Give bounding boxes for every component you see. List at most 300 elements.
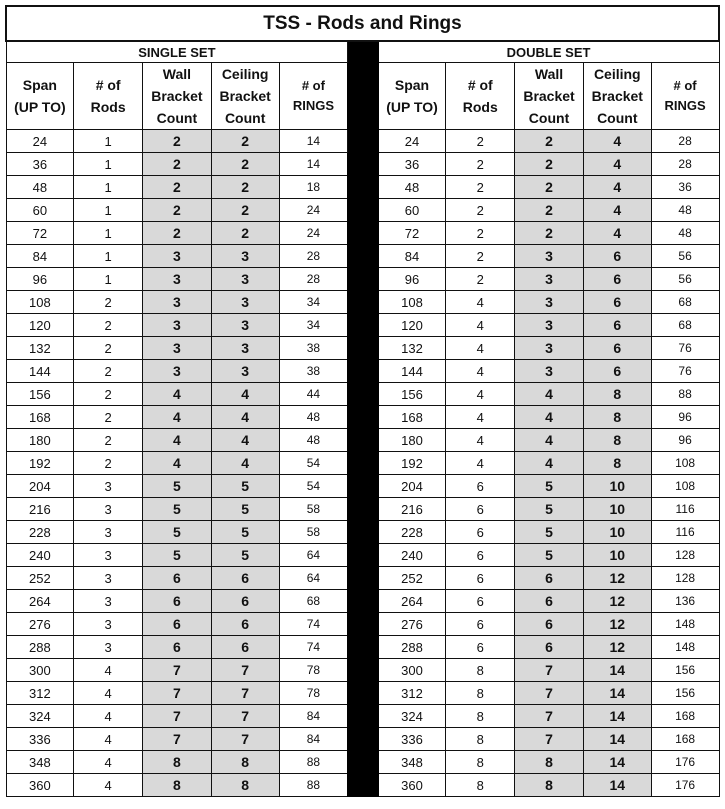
double-rings-cell: 68 — [651, 291, 719, 314]
single-wall-bracket-cell: 3 — [143, 291, 212, 314]
double-wall-bracket-cell: 3 — [515, 337, 584, 360]
single-span-cell: 72 — [6, 222, 74, 245]
double-rings-cell: 68 — [651, 314, 719, 337]
single-ceiling-bracket-cell: 3 — [211, 268, 279, 291]
single-ceiling-bracket-cell: 4 — [211, 406, 279, 429]
double-span-cell: 84 — [378, 245, 446, 268]
single-span-cell: 204 — [6, 475, 74, 498]
single-rods-cell: 3 — [74, 567, 143, 590]
double-rods-cell: 6 — [446, 475, 515, 498]
single-wall-bracket-cell: 2 — [143, 130, 212, 153]
single-span-cell: 180 — [6, 429, 74, 452]
double-span-cell: 96 — [378, 268, 446, 291]
single-ceiling-bracket-cell: 2 — [211, 153, 279, 176]
single-rings-cell: 14 — [279, 153, 348, 176]
double-span-cell: 72 — [378, 222, 446, 245]
double-wall-bracket-header: Wall Bracket Count — [515, 63, 584, 130]
double-span-cell: 360 — [378, 774, 446, 797]
single-rings-cell: 84 — [279, 705, 348, 728]
double-span-cell: 108 — [378, 291, 446, 314]
double-rods-cell: 4 — [446, 406, 515, 429]
double-rods-cell: 6 — [446, 544, 515, 567]
single-rings-cell: 48 — [279, 429, 348, 452]
double-wall-bracket-cell: 6 — [515, 613, 584, 636]
double-wall-bracket-cell: 2 — [515, 153, 584, 176]
double-ceiling-bracket-cell: 6 — [583, 245, 651, 268]
double-ceiling-bracket-cell: 12 — [583, 590, 651, 613]
double-wall-bracket-cell: 4 — [515, 452, 584, 475]
double-rings-header: # of RINGS — [651, 63, 719, 130]
double-wall-bracket-cell: 4 — [515, 406, 584, 429]
double-rings-cell: 108 — [651, 452, 719, 475]
double-rods-cell: 6 — [446, 567, 515, 590]
single-span-cell: 228 — [6, 521, 74, 544]
double-ceiling-bracket-cell: 6 — [583, 291, 651, 314]
double-wall-bracket-cell: 7 — [515, 682, 584, 705]
double-rings-cell: 156 — [651, 682, 719, 705]
single-rings-cell: 84 — [279, 728, 348, 751]
double-span-cell: 252 — [378, 567, 446, 590]
double-ceiling-bracket-cell: 10 — [583, 521, 651, 544]
double-wall-bracket-cell: 7 — [515, 728, 584, 751]
double-rods-cell: 6 — [446, 521, 515, 544]
single-rods-header: # of Rods — [74, 63, 143, 130]
table-row — [6, 130, 719, 153]
double-wall-bracket-cell: 3 — [515, 291, 584, 314]
double-wall-bracket-cell: 6 — [515, 567, 584, 590]
single-wall-bracket-cell: 3 — [143, 268, 212, 291]
double-ceiling-bracket-cell: 4 — [583, 176, 651, 199]
double-span-cell: 300 — [378, 659, 446, 682]
double-rings-cell: 56 — [651, 245, 719, 268]
single-ceiling-bracket-cell: 4 — [211, 383, 279, 406]
single-rods-cell: 4 — [74, 774, 143, 797]
double-rods-cell: 4 — [446, 360, 515, 383]
double-rings-cell: 168 — [651, 728, 719, 751]
single-rods-cell: 4 — [74, 751, 143, 774]
single-wall-bracket-cell: 6 — [143, 590, 212, 613]
single-ceiling-bracket-cell: 3 — [211, 337, 279, 360]
double-ceiling-bracket-header: Ceiling Bracket Count — [583, 63, 651, 130]
single-span-cell: 48 — [6, 176, 74, 199]
double-span-cell: 168 — [378, 406, 446, 429]
single-rings-cell: 38 — [279, 337, 348, 360]
single-rings-cell: 88 — [279, 774, 348, 797]
single-ceiling-bracket-cell: 6 — [211, 567, 279, 590]
single-rods-cell: 4 — [74, 728, 143, 751]
single-ceiling-bracket-cell: 5 — [211, 521, 279, 544]
double-span-cell: 276 — [378, 613, 446, 636]
double-rings-cell: 96 — [651, 429, 719, 452]
double-rings-cell: 48 — [651, 222, 719, 245]
double-rods-cell: 6 — [446, 636, 515, 659]
rods-rings-table — [5, 5, 720, 797]
single-span-cell: 132 — [6, 337, 74, 360]
single-rods-cell: 2 — [74, 383, 143, 406]
single-rings-cell: 34 — [279, 291, 348, 314]
table-title: TSS - Rods and Rings — [6, 6, 719, 41]
double-wall-bracket-cell: 8 — [515, 751, 584, 774]
double-rods-cell: 2 — [446, 153, 515, 176]
double-span-cell: 216 — [378, 498, 446, 521]
single-rings-cell: 58 — [279, 521, 348, 544]
single-rings-cell: 48 — [279, 406, 348, 429]
double-rods-cell: 8 — [446, 705, 515, 728]
double-span-cell: 36 — [378, 153, 446, 176]
double-span-cell: 192 — [378, 452, 446, 475]
single-span-cell: 336 — [6, 728, 74, 751]
double-rings-cell: 156 — [651, 659, 719, 682]
double-ceiling-bracket-cell: 6 — [583, 337, 651, 360]
double-rings-cell: 28 — [651, 153, 719, 176]
single-wall-bracket-cell: 3 — [143, 337, 212, 360]
single-wall-bracket-cell: 5 — [143, 521, 212, 544]
single-span-cell: 156 — [6, 383, 74, 406]
single-wall-bracket-cell: 4 — [143, 406, 212, 429]
single-rods-cell: 2 — [74, 360, 143, 383]
single-ceiling-bracket-cell: 2 — [211, 199, 279, 222]
single-ceiling-bracket-cell: 2 — [211, 176, 279, 199]
double-rings-cell: 48 — [651, 199, 719, 222]
double-rings-cell: 128 — [651, 567, 719, 590]
double-rods-cell: 2 — [446, 176, 515, 199]
single-wall-bracket-cell: 6 — [143, 613, 212, 636]
single-ceiling-bracket-cell: 2 — [211, 130, 279, 153]
single-span-cell: 240 — [6, 544, 74, 567]
single-span-cell: 300 — [6, 659, 74, 682]
double-rods-cell: 2 — [446, 130, 515, 153]
single-wall-bracket-cell: 4 — [143, 452, 212, 475]
single-wall-bracket-cell: 8 — [143, 774, 212, 797]
double-rings-cell: 168 — [651, 705, 719, 728]
single-span-cell: 216 — [6, 498, 74, 521]
double-ceiling-bracket-cell: 8 — [583, 406, 651, 429]
double-span-cell: 60 — [378, 199, 446, 222]
single-wall-bracket-cell: 2 — [143, 199, 212, 222]
single-ceiling-bracket-cell: 6 — [211, 590, 279, 613]
single-rods-cell: 2 — [74, 429, 143, 452]
single-ceiling-bracket-cell: 5 — [211, 475, 279, 498]
double-span-cell: 312 — [378, 682, 446, 705]
double-span-cell: 144 — [378, 360, 446, 383]
double-ceiling-bracket-cell: 14 — [583, 659, 651, 682]
double-wall-bracket-cell: 5 — [515, 544, 584, 567]
single-rings-cell: 64 — [279, 567, 348, 590]
double-ceiling-bracket-cell: 6 — [583, 314, 651, 337]
double-ceiling-bracket-cell: 4 — [583, 222, 651, 245]
double-span-cell: 240 — [378, 544, 446, 567]
single-wall-bracket-cell: 6 — [143, 636, 212, 659]
single-span-cell: 168 — [6, 406, 74, 429]
double-rings-cell: 176 — [651, 774, 719, 797]
single-rods-cell: 1 — [74, 176, 143, 199]
double-rings-cell: 136 — [651, 590, 719, 613]
single-rods-cell: 1 — [74, 245, 143, 268]
double-wall-bracket-cell: 7 — [515, 705, 584, 728]
double-rings-cell: 36 — [651, 176, 719, 199]
double-wall-bracket-cell: 6 — [515, 590, 584, 613]
single-wall-bracket-cell: 2 — [143, 176, 212, 199]
double-ceiling-bracket-cell: 8 — [583, 383, 651, 406]
double-span-cell: 288 — [378, 636, 446, 659]
double-rings-cell: 108 — [651, 475, 719, 498]
double-rods-cell: 4 — [446, 429, 515, 452]
single-rings-cell: 78 — [279, 682, 348, 705]
double-ceiling-bracket-cell: 12 — [583, 567, 651, 590]
double-rings-cell: 76 — [651, 360, 719, 383]
double-rings-cell: 116 — [651, 498, 719, 521]
single-wall-bracket-cell: 3 — [143, 360, 212, 383]
double-span-cell: 48 — [378, 176, 446, 199]
single-rods-cell: 2 — [74, 291, 143, 314]
double-ceiling-bracket-cell: 8 — [583, 429, 651, 452]
double-ceiling-bracket-cell: 4 — [583, 153, 651, 176]
double-rings-cell: 148 — [651, 613, 719, 636]
single-span-cell: 144 — [6, 360, 74, 383]
single-rings-cell: 68 — [279, 590, 348, 613]
double-ceiling-bracket-cell: 12 — [583, 613, 651, 636]
double-wall-bracket-cell: 2 — [515, 176, 584, 199]
single-rods-cell: 3 — [74, 475, 143, 498]
double-rods-header: # of Rods — [446, 63, 515, 130]
single-wall-bracket-cell: 5 — [143, 475, 212, 498]
double-wall-bracket-cell: 2 — [515, 130, 584, 153]
double-span-cell: 132 — [378, 337, 446, 360]
single-rings-header: # of RINGS — [279, 63, 348, 130]
double-span-cell: 24 — [378, 130, 446, 153]
single-span-cell: 24 — [6, 130, 74, 153]
single-ceiling-bracket-cell: 7 — [211, 705, 279, 728]
single-span-cell: 348 — [6, 751, 74, 774]
single-set-header: SINGLE SET — [6, 41, 348, 63]
single-ceiling-bracket-cell: 7 — [211, 659, 279, 682]
double-rods-cell: 4 — [446, 314, 515, 337]
single-rings-cell: 24 — [279, 199, 348, 222]
single-ceiling-bracket-cell: 4 — [211, 429, 279, 452]
double-rings-cell: 96 — [651, 406, 719, 429]
single-rods-cell: 4 — [74, 705, 143, 728]
double-span-cell: 120 — [378, 314, 446, 337]
double-rods-cell: 6 — [446, 498, 515, 521]
single-ceiling-bracket-cell: 6 — [211, 636, 279, 659]
double-ceiling-bracket-cell: 6 — [583, 360, 651, 383]
single-wall-bracket-cell: 3 — [143, 245, 212, 268]
single-rods-cell: 3 — [74, 590, 143, 613]
double-rods-cell: 8 — [446, 659, 515, 682]
single-rods-cell: 3 — [74, 544, 143, 567]
single-wall-bracket-cell: 7 — [143, 682, 212, 705]
single-rods-cell: 1 — [74, 153, 143, 176]
single-rods-cell: 2 — [74, 337, 143, 360]
double-wall-bracket-cell: 7 — [515, 659, 584, 682]
single-rings-cell: 28 — [279, 268, 348, 291]
single-rings-cell: 14 — [279, 130, 348, 153]
double-wall-bracket-cell: 6 — [515, 636, 584, 659]
double-rods-cell: 2 — [446, 222, 515, 245]
single-ceiling-bracket-cell: 2 — [211, 222, 279, 245]
double-set-header: DOUBLE SET — [378, 41, 719, 63]
single-ceiling-bracket-cell: 7 — [211, 682, 279, 705]
single-rings-cell: 64 — [279, 544, 348, 567]
double-ceiling-bracket-cell: 8 — [583, 452, 651, 475]
double-wall-bracket-cell: 5 — [515, 521, 584, 544]
single-span-cell: 312 — [6, 682, 74, 705]
single-rings-cell: 54 — [279, 475, 348, 498]
single-wall-bracket-cell: 2 — [143, 153, 212, 176]
single-rings-cell: 74 — [279, 636, 348, 659]
single-span-cell: 96 — [6, 268, 74, 291]
double-span-cell: 324 — [378, 705, 446, 728]
single-rings-cell: 78 — [279, 659, 348, 682]
double-wall-bracket-cell: 2 — [515, 222, 584, 245]
double-rods-cell: 6 — [446, 590, 515, 613]
double-rods-cell: 4 — [446, 452, 515, 475]
single-span-cell: 84 — [6, 245, 74, 268]
double-wall-bracket-cell: 8 — [515, 774, 584, 797]
single-rods-cell: 2 — [74, 314, 143, 337]
section-divider — [348, 130, 378, 797]
single-ceiling-bracket-cell: 3 — [211, 314, 279, 337]
single-wall-bracket-cell: 7 — [143, 705, 212, 728]
single-ceiling-bracket-cell: 3 — [211, 291, 279, 314]
section-divider-header — [348, 41, 378, 130]
double-rings-cell: 28 — [651, 130, 719, 153]
single-wall-bracket-cell: 4 — [143, 429, 212, 452]
single-ceiling-bracket-cell: 5 — [211, 544, 279, 567]
single-wall-bracket-cell: 5 — [143, 498, 212, 521]
double-wall-bracket-cell: 3 — [515, 360, 584, 383]
single-rods-cell: 3 — [74, 613, 143, 636]
single-wall-bracket-cell: 6 — [143, 567, 212, 590]
double-span-cell: 180 — [378, 429, 446, 452]
single-span-cell: 108 — [6, 291, 74, 314]
double-rods-cell: 8 — [446, 774, 515, 797]
double-span-cell: 204 — [378, 475, 446, 498]
single-ceiling-bracket-cell: 7 — [211, 728, 279, 751]
double-ceiling-bracket-cell: 14 — [583, 751, 651, 774]
double-ceiling-bracket-cell: 14 — [583, 728, 651, 751]
single-ceiling-bracket-cell: 8 — [211, 774, 279, 797]
single-ceiling-bracket-cell: 8 — [211, 751, 279, 774]
single-span-cell: 252 — [6, 567, 74, 590]
single-ceiling-bracket-header: Ceiling Bracket Count — [211, 63, 279, 130]
single-ceiling-bracket-cell: 3 — [211, 245, 279, 268]
double-span-header: Span (UP TO) — [378, 63, 446, 130]
single-span-cell: 288 — [6, 636, 74, 659]
single-span-cell: 324 — [6, 705, 74, 728]
single-rings-cell: 18 — [279, 176, 348, 199]
single-rods-cell: 1 — [74, 222, 143, 245]
single-wall-bracket-cell: 7 — [143, 728, 212, 751]
double-ceiling-bracket-cell: 10 — [583, 475, 651, 498]
double-rods-cell: 4 — [446, 291, 515, 314]
single-rods-cell: 3 — [74, 636, 143, 659]
single-wall-bracket-cell: 5 — [143, 544, 212, 567]
single-wall-bracket-header: Wall Bracket Count — [143, 63, 212, 130]
double-ceiling-bracket-cell: 14 — [583, 682, 651, 705]
single-span-cell: 192 — [6, 452, 74, 475]
double-rings-cell: 56 — [651, 268, 719, 291]
double-rings-cell: 176 — [651, 751, 719, 774]
single-ceiling-bracket-cell: 6 — [211, 613, 279, 636]
double-rods-cell: 4 — [446, 383, 515, 406]
double-wall-bracket-cell: 3 — [515, 268, 584, 291]
single-span-cell: 36 — [6, 153, 74, 176]
single-rings-cell: 34 — [279, 314, 348, 337]
single-rods-cell: 3 — [74, 521, 143, 544]
double-rods-cell: 8 — [446, 751, 515, 774]
double-wall-bracket-cell: 5 — [515, 475, 584, 498]
double-wall-bracket-cell: 4 — [515, 429, 584, 452]
single-rings-cell: 28 — [279, 245, 348, 268]
double-rings-cell: 88 — [651, 383, 719, 406]
double-wall-bracket-cell: 4 — [515, 383, 584, 406]
single-rods-cell: 4 — [74, 659, 143, 682]
single-rings-cell: 54 — [279, 452, 348, 475]
double-ceiling-bracket-cell: 10 — [583, 544, 651, 567]
single-wall-bracket-cell: 8 — [143, 751, 212, 774]
single-rings-cell: 74 — [279, 613, 348, 636]
double-rings-cell: 128 — [651, 544, 719, 567]
double-ceiling-bracket-cell: 4 — [583, 130, 651, 153]
single-rods-cell: 1 — [74, 199, 143, 222]
single-span-header: Span (UP TO) — [6, 63, 74, 130]
double-rods-cell: 6 — [446, 613, 515, 636]
single-rods-cell: 4 — [74, 682, 143, 705]
single-rods-cell: 3 — [74, 498, 143, 521]
double-wall-bracket-cell: 2 — [515, 199, 584, 222]
double-rods-cell: 4 — [446, 337, 515, 360]
single-span-cell: 60 — [6, 199, 74, 222]
single-wall-bracket-cell: 3 — [143, 314, 212, 337]
double-span-cell: 228 — [378, 521, 446, 544]
double-ceiling-bracket-cell: 6 — [583, 268, 651, 291]
double-rods-cell: 2 — [446, 268, 515, 291]
single-rods-cell: 1 — [74, 130, 143, 153]
single-rings-cell: 88 — [279, 751, 348, 774]
single-rings-cell: 24 — [279, 222, 348, 245]
table-body — [6, 130, 719, 797]
single-wall-bracket-cell: 2 — [143, 222, 212, 245]
double-span-cell: 264 — [378, 590, 446, 613]
double-ceiling-bracket-cell: 4 — [583, 199, 651, 222]
single-span-cell: 264 — [6, 590, 74, 613]
double-rods-cell: 2 — [446, 199, 515, 222]
single-rings-cell: 38 — [279, 360, 348, 383]
single-wall-bracket-cell: 7 — [143, 659, 212, 682]
single-rings-cell: 58 — [279, 498, 348, 521]
single-rings-cell: 44 — [279, 383, 348, 406]
double-wall-bracket-cell: 5 — [515, 498, 584, 521]
single-wall-bracket-cell: 4 — [143, 383, 212, 406]
double-rings-cell: 116 — [651, 521, 719, 544]
single-span-cell: 360 — [6, 774, 74, 797]
single-ceiling-bracket-cell: 4 — [211, 452, 279, 475]
double-ceiling-bracket-cell: 14 — [583, 774, 651, 797]
double-rods-cell: 8 — [446, 682, 515, 705]
double-rings-cell: 148 — [651, 636, 719, 659]
single-rods-cell: 2 — [74, 452, 143, 475]
single-span-cell: 276 — [6, 613, 74, 636]
double-rings-cell: 76 — [651, 337, 719, 360]
single-span-cell: 120 — [6, 314, 74, 337]
double-ceiling-bracket-cell: 14 — [583, 705, 651, 728]
double-rods-cell: 2 — [446, 245, 515, 268]
single-rods-cell: 1 — [74, 268, 143, 291]
double-rods-cell: 8 — [446, 728, 515, 751]
double-span-cell: 348 — [378, 751, 446, 774]
single-ceiling-bracket-cell: 5 — [211, 498, 279, 521]
